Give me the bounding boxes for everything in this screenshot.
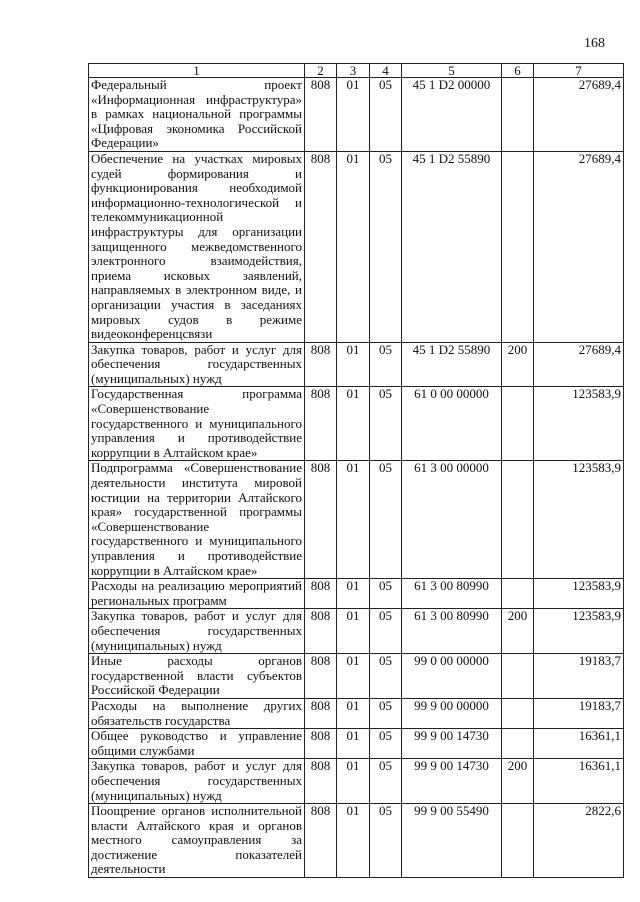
row-gr: 808 xyxy=(305,654,337,699)
table-row xyxy=(89,78,624,152)
row-cs: 45 1 D2 55890 xyxy=(402,342,502,387)
row-pr: 05 xyxy=(370,342,402,387)
row-vr xyxy=(502,461,534,579)
row-cs: 61 3 00 80990 xyxy=(402,579,502,609)
row-gr: 808 xyxy=(305,609,337,654)
row-gr: 808 xyxy=(305,78,337,152)
table-row xyxy=(89,698,624,728)
column-header-2: 2 xyxy=(305,64,337,78)
row-vr xyxy=(502,698,534,728)
row-gr: 808 xyxy=(305,387,337,461)
row-rz: 01 xyxy=(337,579,370,609)
row-sum: 123583,9 xyxy=(534,387,624,461)
row-pr: 05 xyxy=(370,654,402,699)
row-sum: 123583,9 xyxy=(534,461,624,579)
row-sum: 27689,4 xyxy=(534,342,624,387)
row-rz: 01 xyxy=(337,698,370,728)
row-vr xyxy=(502,387,534,461)
row-name: Государственная программа «Совершенствование государственного и муниципального управления и противодействие коррупции в Алтайском крае» xyxy=(89,387,305,461)
row-name: Обеспечение на участках мировых судей формирования и функционирования необходимой информационно-технологической и телекоммуникационной инфраструктуры для организации защищенного межведомственного электронного взаимодействия, приема исковых заявлений, направляемых в электронном виде, и организации участия в заседаниях мировых судов в режиме видеоконференцсвязи xyxy=(89,151,305,342)
row-vr xyxy=(502,804,534,878)
header-row xyxy=(89,64,624,78)
row-vr xyxy=(502,579,534,609)
row-vr xyxy=(502,654,534,699)
row-sum: 27689,4 xyxy=(534,78,624,152)
row-vr: 200 xyxy=(502,342,534,387)
row-pr: 05 xyxy=(370,759,402,804)
row-name: Федеральный проект «Информационная инфраструктура» в рамках национальной программы «Цифровая экономика Российской Федерации» xyxy=(89,78,305,152)
row-name: Общее руководство и управление общими службами xyxy=(89,729,305,759)
row-gr: 808 xyxy=(305,698,337,728)
row-sum: 16361,1 xyxy=(534,759,624,804)
row-vr xyxy=(502,78,534,152)
row-name: Закупка товаров, работ и услуг для обеспечения государственных (муниципальных) нужд xyxy=(89,609,305,654)
table-row xyxy=(89,387,624,461)
row-pr: 05 xyxy=(370,698,402,728)
row-gr: 808 xyxy=(305,151,337,342)
table-row xyxy=(89,151,624,342)
row-cs: 99 9 00 14730 xyxy=(402,759,502,804)
row-rz: 01 xyxy=(337,729,370,759)
row-pr: 05 xyxy=(370,151,402,342)
row-vr: 200 xyxy=(502,609,534,654)
row-name: Расходы на реализацию мероприятий региональных программ xyxy=(89,579,305,609)
column-header-1: 1 xyxy=(89,64,305,78)
row-sum: 19183,7 xyxy=(534,654,624,699)
row-name: Иные расходы органов государственной власти субъектов Российской Федерации xyxy=(89,654,305,699)
table-row xyxy=(89,342,624,387)
row-sum: 123583,9 xyxy=(534,579,624,609)
row-sum: 123583,9 xyxy=(534,609,624,654)
row-rz: 01 xyxy=(337,609,370,654)
row-pr: 05 xyxy=(370,609,402,654)
row-pr: 05 xyxy=(370,461,402,579)
row-vr: 200 xyxy=(502,759,534,804)
row-sum: 2822,6 xyxy=(534,804,624,878)
row-cs: 99 9 00 14730 xyxy=(402,729,502,759)
row-gr: 808 xyxy=(305,729,337,759)
table-row xyxy=(89,579,624,609)
row-gr: 808 xyxy=(305,461,337,579)
row-pr: 05 xyxy=(370,729,402,759)
row-name: Подпрограмма «Совершенствование деятельности института мировой юстиции на территории Алтайского края» государственной программы «Совершенствование государственного и муниципального управления и противодействие коррупции в Алтайском крае» xyxy=(89,461,305,579)
row-pr: 05 xyxy=(370,804,402,878)
row-cs: 45 1 D2 55890 xyxy=(402,151,502,342)
row-rz: 01 xyxy=(337,759,370,804)
row-vr xyxy=(502,729,534,759)
row-cs: 99 0 00 00000 xyxy=(402,654,502,699)
row-gr: 808 xyxy=(305,342,337,387)
row-cs: 61 3 00 80990 xyxy=(402,609,502,654)
row-gr: 808 xyxy=(305,804,337,878)
row-cs: 61 0 00 00000 xyxy=(402,387,502,461)
column-header-3: 3 xyxy=(337,64,370,78)
row-sum: 19183,7 xyxy=(534,698,624,728)
row-gr: 808 xyxy=(305,759,337,804)
row-rz: 01 xyxy=(337,804,370,878)
row-rz: 01 xyxy=(337,654,370,699)
page-number: 168 xyxy=(584,36,605,51)
table-row xyxy=(89,729,624,759)
row-name: Закупка товаров, работ и услуг для обеспечения государственных (муниципальных) нужд xyxy=(89,342,305,387)
column-header-4: 4 xyxy=(370,64,402,78)
table-row xyxy=(89,609,624,654)
budget-table xyxy=(88,63,624,878)
row-pr: 05 xyxy=(370,78,402,152)
row-rz: 01 xyxy=(337,151,370,342)
row-name: Расходы на выполнение других обязательств государства xyxy=(89,698,305,728)
row-rz: 01 xyxy=(337,461,370,579)
row-gr: 808 xyxy=(305,579,337,609)
column-header-6: 6 xyxy=(502,64,534,78)
row-name: Поощрение органов исполнительной власти Алтайского края и органов местного самоуправления за достижение показателей деятельности xyxy=(89,804,305,878)
row-rz: 01 xyxy=(337,78,370,152)
column-header-7: 7 xyxy=(534,64,624,78)
row-vr xyxy=(502,151,534,342)
row-cs: 45 1 D2 00000 xyxy=(402,78,502,152)
row-cs: 61 3 00 00000 xyxy=(402,461,502,579)
table-row xyxy=(89,759,624,804)
table-row xyxy=(89,804,624,878)
table-row xyxy=(89,461,624,579)
row-rz: 01 xyxy=(337,387,370,461)
row-pr: 05 xyxy=(370,387,402,461)
row-cs: 99 9 00 00000 xyxy=(402,698,502,728)
row-cs: 99 9 00 55490 xyxy=(402,804,502,878)
row-sum: 16361,1 xyxy=(534,729,624,759)
row-sum: 27689,4 xyxy=(534,151,624,342)
row-name: Закупка товаров, работ и услуг для обеспечения государственных (муниципальных) нужд xyxy=(89,759,305,804)
column-header-5: 5 xyxy=(402,64,502,78)
table-row xyxy=(89,654,624,699)
row-rz: 01 xyxy=(337,342,370,387)
row-pr: 05 xyxy=(370,579,402,609)
